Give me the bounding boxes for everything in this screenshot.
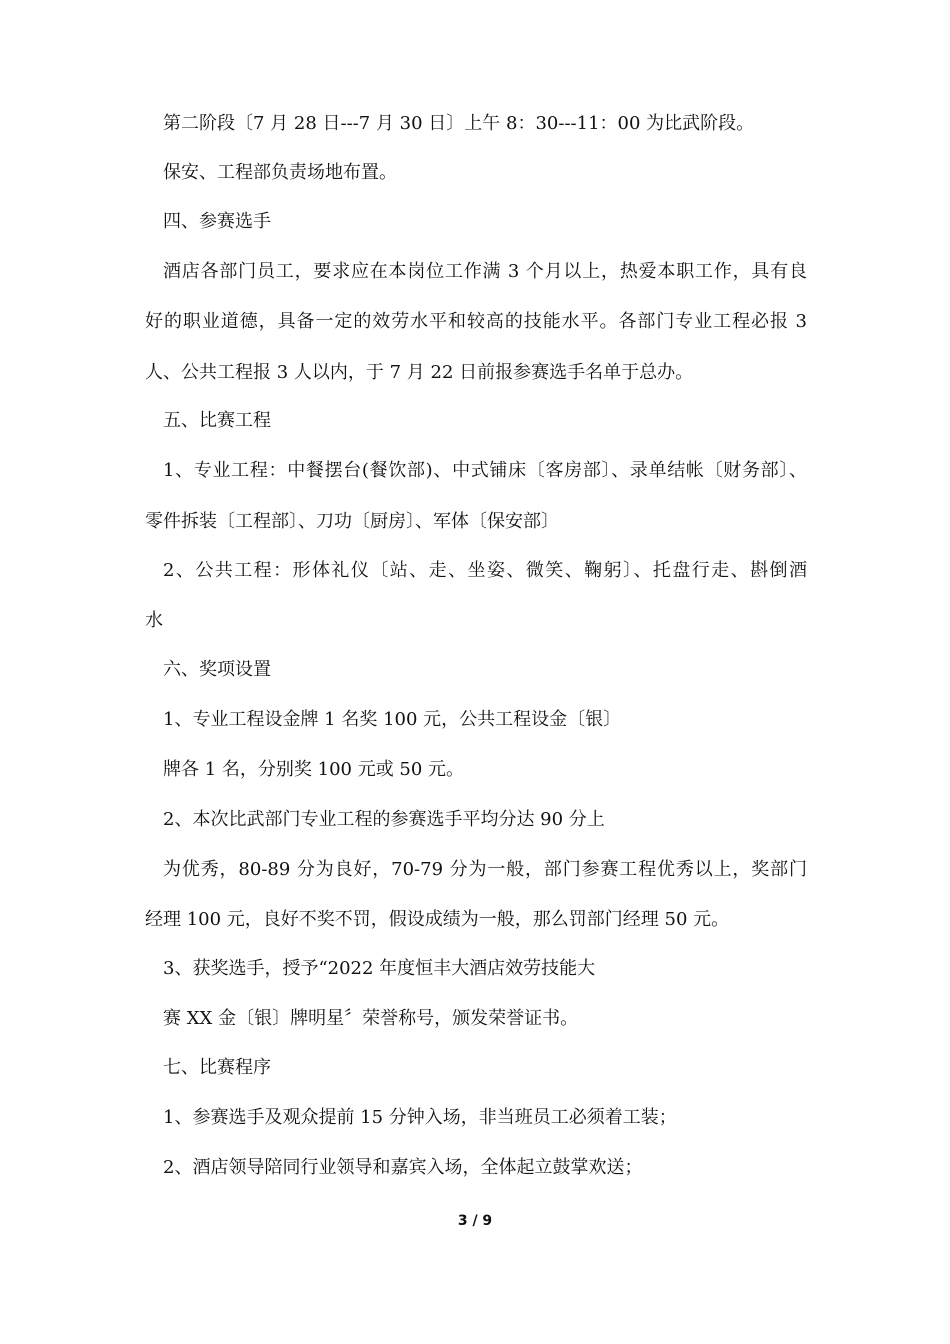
page-number: 3 / 9 [457, 1213, 493, 1229]
section-heading: 五、比赛工程 [163, 410, 271, 431]
section-heading: 六、奖项设置 [163, 659, 271, 680]
paragraph-line: 水 [145, 610, 163, 631]
paragraph-line: 1、参赛选手及观众提前 15 分钟入场，非当班员工必须着工装； [163, 1107, 677, 1128]
paragraph-line: 经理 100 元，良好不奖不罚，假设成绩为一般，那么罚部门经理 50 元。 [145, 909, 730, 930]
paragraph-line: 2、公共工程：形体礼仪〔站、走、坐姿、微笑、鞠躬〕、托盘行走、斟倒酒 [163, 560, 807, 581]
paragraph-line: 3、获奖选手，授予“2022 年度恒丰大酒店效劳技能大 [163, 958, 596, 979]
paragraph-line: 牌各 1 名，分别奖 100 元或 50 元。 [163, 759, 465, 780]
paragraph-line: 第二阶段〔7 月 28 日---7 月 30 日〕上午 8：30---11：00 为比武阶段。 [163, 113, 755, 134]
paragraph-line: 2、酒店领导陪同行业领导和嘉宾入场，全体起立鼓掌欢送； [163, 1157, 643, 1178]
section-heading: 四、参赛选手 [163, 211, 271, 232]
paragraph-line: 零件拆装〔工程部〕、刀功〔厨房〕、军体〔保安部〕 [145, 511, 559, 532]
paragraph-line: 好的职业道德，具备一定的效劳水平和较高的技能水平。各部门专业工程必报 3 [145, 311, 807, 332]
section-heading: 七、比赛程序 [163, 1057, 271, 1078]
paragraph-line: 为优秀，80-89 分为良好，70-79 分为一般，部门参赛工程优秀以上，奖部门 [163, 859, 807, 880]
paragraph-line: 1、专业工程设金牌 1 名奖 100 元，公共工程设金〔银〕 [163, 709, 622, 730]
paragraph-line: 2、本次比武部门专业工程的参赛选手平均分达 90 分上 [163, 809, 605, 830]
paragraph-line: 保安、工程部负责场地布置。 [163, 162, 397, 183]
paragraph-line: 1、专业工程：中餐摆台(餐饮部)、中式铺床〔客房部〕、录单结帐〔财务部〕、 [163, 460, 807, 481]
paragraph-line: 赛 XX 金〔银〕牌明星〞荣誉称号，颁发荣誉证书。 [163, 1008, 579, 1029]
paragraph-line: 人、公共工程报 3 人以内，于 7 月 22 日前报参赛选手名单于总办。 [145, 362, 694, 383]
paragraph-line: 酒店各部门员工，要求应在本岗位工作满 3 个月以上，热爱本职工作，具有良 [163, 261, 807, 282]
